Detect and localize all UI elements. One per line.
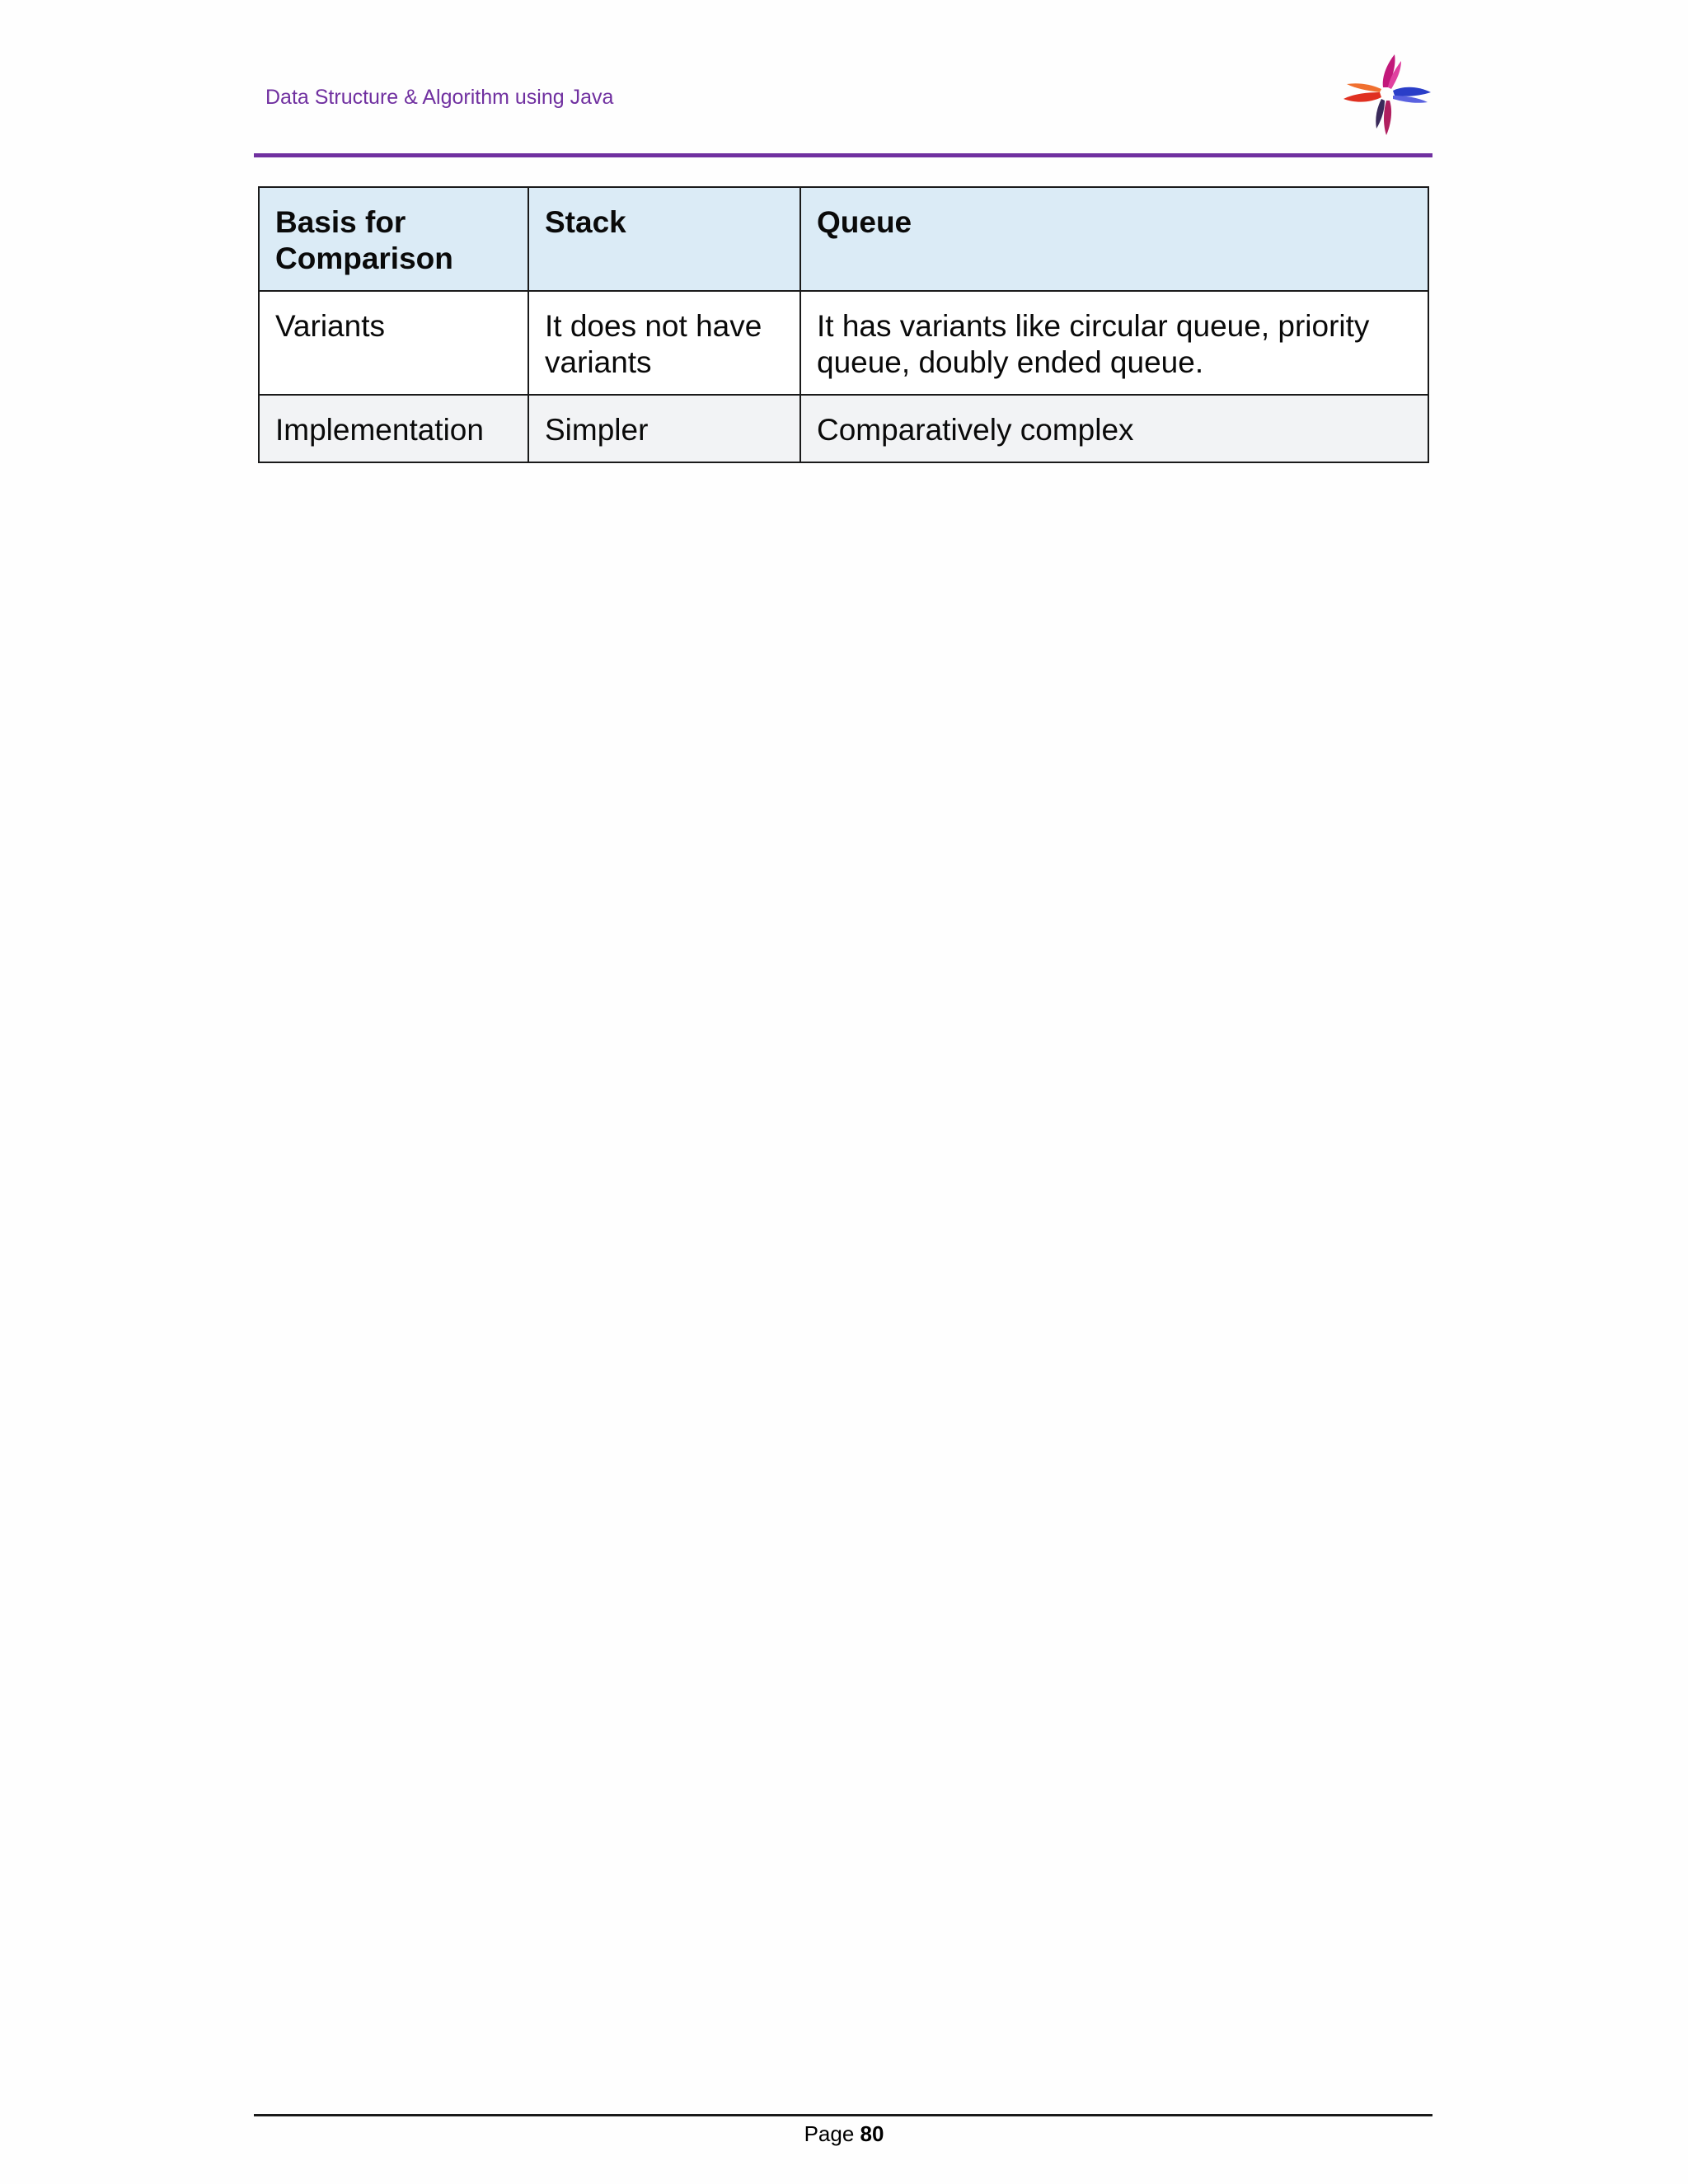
page-footer [0, 2121, 1688, 2147]
table-header-row [259, 187, 1428, 291]
table-cell: Comparatively complex [800, 395, 1428, 462]
table-row [259, 395, 1428, 462]
table-cell: It does not have variants [528, 291, 800, 395]
table-header-cell: Basis for Comparison [259, 187, 528, 291]
page-label: Page [804, 2121, 860, 2146]
pinwheel-logo-icon [1342, 51, 1434, 137]
table-cell: Variants [259, 291, 528, 395]
page-number: 80 [860, 2121, 884, 2146]
table-cell: Implementation [259, 395, 528, 462]
header-divider [254, 153, 1432, 157]
table-row [259, 291, 1428, 395]
table-header-cell: Stack [528, 187, 800, 291]
table-cell: It has variants like circular queue, priority queue, doubly ended queue. [800, 291, 1428, 395]
table-header-cell: Queue [800, 187, 1428, 291]
running-header-title: Data Structure & Algorithm using Java [265, 86, 614, 109]
stack-vs-queue-table [258, 186, 1429, 463]
footer-divider [254, 2114, 1432, 2116]
table-cell: Simpler [528, 395, 800, 462]
